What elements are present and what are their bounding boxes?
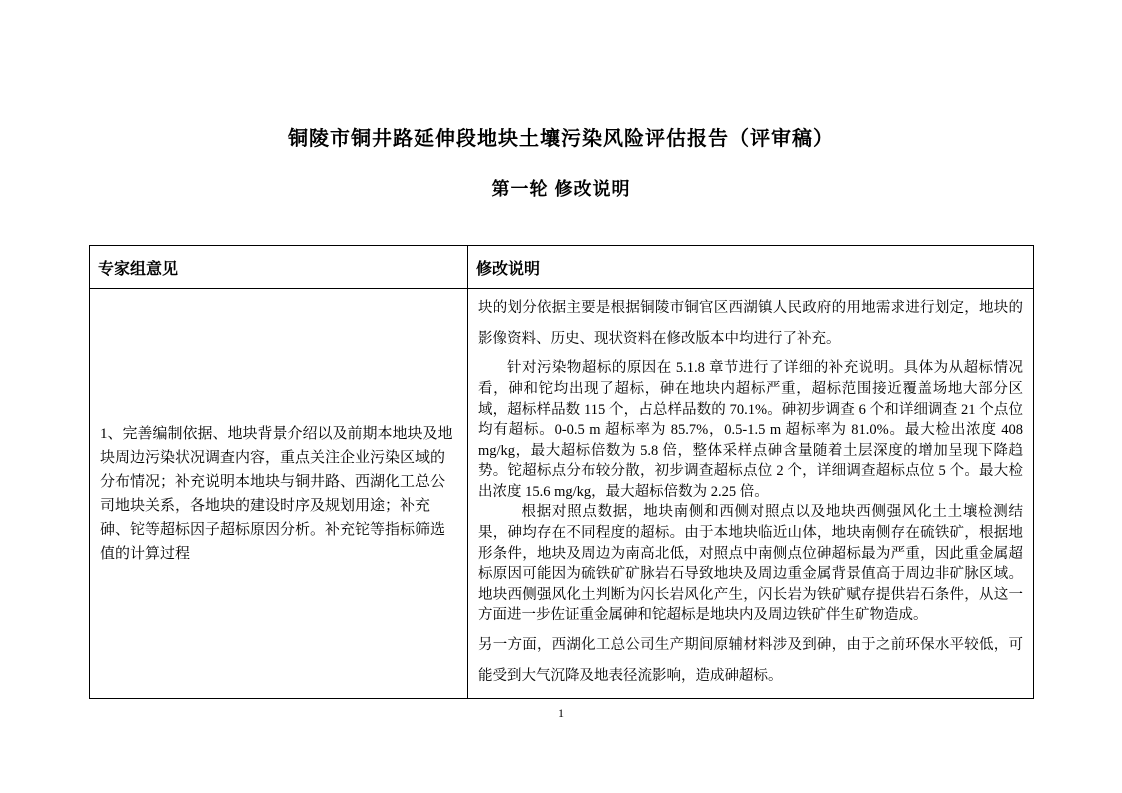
table-row xyxy=(90,289,1034,699)
page-number: 1 xyxy=(558,706,564,720)
expert-opinion-cell: 1、完善编制依据、地块背景介绍以及前期本地块及地块周边污染状况调查内容，重点关注企业污染区域的分布情况；补充说明本地块与铜井路、西湖化工总公司地块关系，各地块的建设时序及规划用途；补充砷、铊等超标因子超标原因分析。补充铊等指标筛选值的计算过程 xyxy=(90,289,468,699)
revision-paragraph-3: 根据对照点数据，地块南侧和西侧对照点以及地块西侧强风化土土壤检测结果，砷均存在不同程度的超标。由于本地块临近山体，地块南侧存在硫铁矿，根据地形条件，地块及周边为南高北低，对照点中南侧点位砷超标最为严重，因此重金属超标原因可能因为硫铁矿矿脉岩石导致地块及周边重金属背景值高于周边非矿脉区域。地块西侧强风化土判断为闪长岩风化产生，闪长岩为铁矿赋存提供岩石条件，从这一方面进一步佐证重金属砷和铊超标是地块内及周边铁矿伴生矿物造成。 xyxy=(478,504,1023,624)
revision-note-cell xyxy=(468,289,1034,699)
review-comments-table xyxy=(89,245,1034,699)
revision-paragraph-4: 另一方面，西湖化工总公司生产期间原辅材料涉及到砷，由于之前环保水平较低，可能受到大气沉降及地表径流影响，造成砷超标。 xyxy=(478,636,1023,685)
revision-paragraph-2: 针对污染物超标的原因在 5.1.8 章节进行了详细的补充说明。具体为从超标情况看，砷和铊均出现了超标，砷在地块内超标严重，超标范围接近覆盖场地大部分区域，超标样品数 115 个，占总样品数的 70.1%。砷初步调查 6 个和详细调查 21 个点位均有超标。0-0.5 m 超标率为 85.7%，0.5-1.5 m 超标率为 81.0%。最大检出浓度 408 mg/kg，最大超标倍数为 5.8 倍，整体采样点砷含量随着土层深度的增加呈现下降趋势。铊超标点分布较分散，初步调查超标点位 2 个，详细调查超标点位 5 个。最大检出浓度 15.6 mg/kg，最大超标倍数为 2.25 倍。 xyxy=(478,360,1023,500)
column-header-revision-note: 修改说明 xyxy=(468,246,1034,289)
column-header-expert-opinion: 专家组意见 xyxy=(90,246,468,289)
document-subtitle: 第一轮 修改说明 xyxy=(491,179,631,199)
table-header-row xyxy=(90,246,1034,289)
revision-paragraph-1: 块的划分依据主要是根据铜陵市铜官区西湖镇人民政府的用地需求进行划定，地块的影像资料、历史、现状资料在修改版本中均进行了补充。 xyxy=(478,300,1023,348)
document-title: 铜陵市铜井路延伸段地块土壤污染风险评估报告（评审稿） xyxy=(288,128,834,150)
